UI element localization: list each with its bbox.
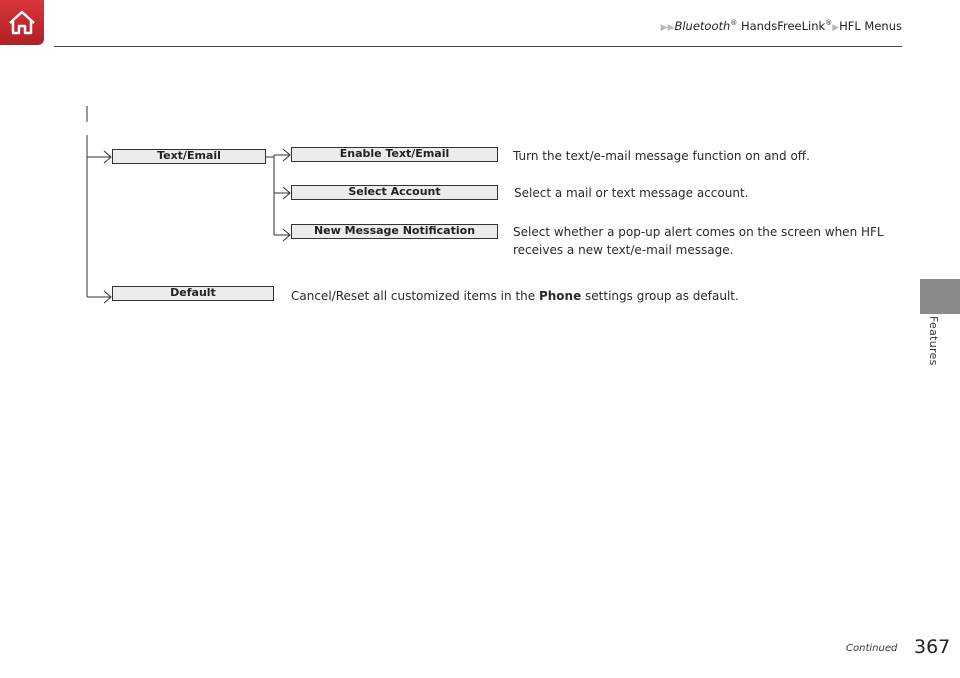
breadcrumb-item-bluetooth[interactable]: Bluetooth (674, 19, 731, 33)
description-default (291, 287, 811, 305)
section-tab-label: Features (927, 316, 940, 366)
registered-mark: ® (730, 19, 738, 28)
breadcrumb-arrow-icon: ▶▶ (660, 23, 675, 33)
description-enable-text-email: Turn the text/e-mail message function on and off. (513, 149, 810, 163)
menu-item-text-email: Text/Email (112, 149, 266, 164)
menu-item-enable-text-email: Enable Text/Email (291, 147, 498, 162)
continued-label: Continued (846, 643, 898, 654)
registered-mark: ® (825, 19, 833, 28)
menu-item-new-message-notification: New Message Notification (291, 224, 498, 239)
description-select-account: Select a mail or text message account. (514, 186, 749, 200)
description-default-pre: Cancel/Reset all customized items in the (291, 289, 539, 303)
breadcrumb-item-handsfreelink[interactable]: HandsFreeLink (737, 19, 826, 33)
menu-item-select-account: Select Account (291, 185, 498, 200)
breadcrumb-item-hfl-menus[interactable]: HFL Menus (839, 19, 902, 33)
menu-item-default: Default (112, 286, 274, 301)
page-number: 367 (914, 636, 951, 658)
description-default-bold: Phone (538, 289, 582, 303)
description-new-message-notification: Select whether a pop-up alert comes on the screen when HFL receives a new text/e-mail message. (513, 225, 884, 257)
breadcrumb-arrow-icon: ▶ (832, 23, 840, 33)
description-default-post: settings group as default. (581, 289, 739, 303)
